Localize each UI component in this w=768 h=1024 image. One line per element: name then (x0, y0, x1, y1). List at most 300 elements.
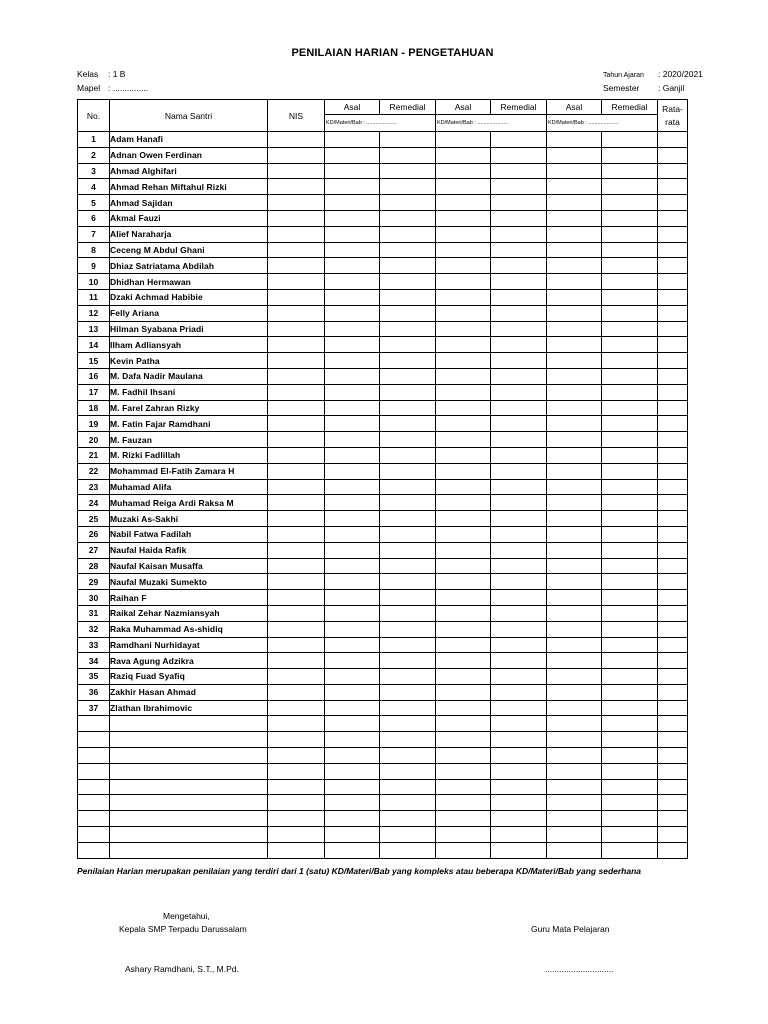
remedial-2-cell[interactable] (491, 716, 547, 732)
remedial-3-cell[interactable] (602, 463, 658, 479)
remedial-1-cell[interactable] (380, 542, 436, 558)
asal-3-cell[interactable] (547, 700, 602, 716)
remedial-2-cell[interactable] (491, 511, 547, 527)
asal-2-cell[interactable] (436, 337, 491, 353)
remedial-1-cell[interactable] (380, 811, 436, 827)
asal-1-cell[interactable] (325, 242, 380, 258)
asal-2-cell[interactable] (436, 637, 491, 653)
remedial-3-cell[interactable] (602, 811, 658, 827)
asal-3-cell[interactable] (547, 147, 602, 163)
asal-1-cell[interactable] (325, 479, 380, 495)
nis-cell[interactable] (268, 684, 325, 700)
rata-rata-cell[interactable] (658, 210, 688, 226)
nis-cell[interactable] (268, 147, 325, 163)
rata-rata-cell[interactable] (658, 258, 688, 274)
asal-2-cell[interactable] (436, 242, 491, 258)
rata-rata-cell[interactable] (658, 827, 688, 843)
asal-3-cell[interactable] (547, 590, 602, 606)
asal-1-cell[interactable] (325, 811, 380, 827)
asal-2-cell[interactable] (436, 368, 491, 384)
asal-3-cell[interactable] (547, 542, 602, 558)
remedial-3-cell[interactable] (602, 827, 658, 843)
nis-cell[interactable] (268, 590, 325, 606)
remedial-3-cell[interactable] (602, 653, 658, 669)
remedial-1-cell[interactable] (380, 447, 436, 463)
rata-rata-cell[interactable] (658, 795, 688, 811)
remedial-1-cell[interactable] (380, 132, 436, 148)
remedial-3-cell[interactable] (602, 526, 658, 542)
rata-rata-cell[interactable] (658, 289, 688, 305)
remedial-1-cell[interactable] (380, 669, 436, 685)
remedial-1-cell[interactable] (380, 479, 436, 495)
asal-3-cell[interactable] (547, 242, 602, 258)
rata-rata-cell[interactable] (658, 558, 688, 574)
rata-rata-cell[interactable] (658, 669, 688, 685)
remedial-1-cell[interactable] (380, 400, 436, 416)
asal-2-cell[interactable] (436, 132, 491, 148)
nis-cell[interactable] (268, 337, 325, 353)
asal-2-cell[interactable] (436, 289, 491, 305)
nis-cell[interactable] (268, 748, 325, 764)
remedial-3-cell[interactable] (602, 637, 658, 653)
asal-2-cell[interactable] (436, 479, 491, 495)
asal-3-cell[interactable] (547, 748, 602, 764)
remedial-2-cell[interactable] (491, 542, 547, 558)
remedial-3-cell[interactable] (602, 400, 658, 416)
asal-3-cell[interactable] (547, 605, 602, 621)
asal-3-cell[interactable] (547, 400, 602, 416)
remedial-1-cell[interactable] (380, 653, 436, 669)
asal-1-cell[interactable] (325, 842, 380, 858)
nis-cell[interactable] (268, 574, 325, 590)
nis-cell[interactable] (268, 195, 325, 211)
remedial-2-cell[interactable] (491, 732, 547, 748)
asal-3-cell[interactable] (547, 321, 602, 337)
rata-rata-cell[interactable] (658, 447, 688, 463)
nis-cell[interactable] (268, 558, 325, 574)
asal-1-cell[interactable] (325, 511, 380, 527)
remedial-2-cell[interactable] (491, 368, 547, 384)
rata-rata-cell[interactable] (658, 605, 688, 621)
asal-1-cell[interactable] (325, 700, 380, 716)
remedial-3-cell[interactable] (602, 195, 658, 211)
remedial-2-cell[interactable] (491, 590, 547, 606)
nis-cell[interactable] (268, 763, 325, 779)
remedial-2-cell[interactable] (491, 621, 547, 637)
asal-2-cell[interactable] (436, 353, 491, 369)
remedial-1-cell[interactable] (380, 432, 436, 448)
remedial-2-cell[interactable] (491, 748, 547, 764)
asal-1-cell[interactable] (325, 558, 380, 574)
remedial-3-cell[interactable] (602, 226, 658, 242)
remedial-2-cell[interactable] (491, 763, 547, 779)
remedial-2-cell[interactable] (491, 321, 547, 337)
remedial-2-cell[interactable] (491, 179, 547, 195)
rata-rata-cell[interactable] (658, 684, 688, 700)
asal-1-cell[interactable] (325, 621, 380, 637)
asal-3-cell[interactable] (547, 669, 602, 685)
asal-3-cell[interactable] (547, 526, 602, 542)
asal-3-cell[interactable] (547, 179, 602, 195)
asal-3-cell[interactable] (547, 289, 602, 305)
nis-cell[interactable] (268, 669, 325, 685)
asal-1-cell[interactable] (325, 605, 380, 621)
remedial-1-cell[interactable] (380, 495, 436, 511)
remedial-3-cell[interactable] (602, 763, 658, 779)
remedial-1-cell[interactable] (380, 827, 436, 843)
remedial-3-cell[interactable] (602, 321, 658, 337)
remedial-1-cell[interactable] (380, 147, 436, 163)
remedial-2-cell[interactable] (491, 795, 547, 811)
remedial-2-cell[interactable] (491, 242, 547, 258)
nis-cell[interactable] (268, 621, 325, 637)
asal-3-cell[interactable] (547, 432, 602, 448)
asal-1-cell[interactable] (325, 684, 380, 700)
remedial-1-cell[interactable] (380, 748, 436, 764)
remedial-1-cell[interactable] (380, 195, 436, 211)
remedial-2-cell[interactable] (491, 353, 547, 369)
asal-2-cell[interactable] (436, 416, 491, 432)
asal-2-cell[interactable] (436, 558, 491, 574)
nis-cell[interactable] (268, 811, 325, 827)
remedial-2-cell[interactable] (491, 811, 547, 827)
remedial-1-cell[interactable] (380, 353, 436, 369)
nis-cell[interactable] (268, 716, 325, 732)
remedial-1-cell[interactable] (380, 368, 436, 384)
remedial-1-cell[interactable] (380, 416, 436, 432)
asal-3-cell[interactable] (547, 416, 602, 432)
asal-3-cell[interactable] (547, 226, 602, 242)
asal-2-cell[interactable] (436, 274, 491, 290)
nis-cell[interactable] (268, 321, 325, 337)
remedial-2-cell[interactable] (491, 274, 547, 290)
asal-3-cell[interactable] (547, 842, 602, 858)
asal-1-cell[interactable] (325, 795, 380, 811)
rata-rata-cell[interactable] (658, 242, 688, 258)
remedial-3-cell[interactable] (602, 669, 658, 685)
rata-rata-cell[interactable] (658, 147, 688, 163)
remedial-3-cell[interactable] (602, 258, 658, 274)
nis-cell[interactable] (268, 526, 325, 542)
asal-1-cell[interactable] (325, 732, 380, 748)
nis-cell[interactable] (268, 368, 325, 384)
asal-2-cell[interactable] (436, 258, 491, 274)
asal-3-cell[interactable] (547, 684, 602, 700)
remedial-3-cell[interactable] (602, 621, 658, 637)
asal-2-cell[interactable] (436, 321, 491, 337)
remedial-3-cell[interactable] (602, 305, 658, 321)
remedial-2-cell[interactable] (491, 337, 547, 353)
asal-2-cell[interactable] (436, 700, 491, 716)
remedial-2-cell[interactable] (491, 842, 547, 858)
rata-rata-cell[interactable] (658, 542, 688, 558)
asal-3-cell[interactable] (547, 827, 602, 843)
asal-1-cell[interactable] (325, 416, 380, 432)
nis-cell[interactable] (268, 353, 325, 369)
rata-rata-cell[interactable] (658, 463, 688, 479)
nis-cell[interactable] (268, 542, 325, 558)
remedial-3-cell[interactable] (602, 432, 658, 448)
asal-1-cell[interactable] (325, 763, 380, 779)
remedial-3-cell[interactable] (602, 147, 658, 163)
remedial-3-cell[interactable] (602, 605, 658, 621)
remedial-1-cell[interactable] (380, 305, 436, 321)
asal-3-cell[interactable] (547, 305, 602, 321)
rata-rata-cell[interactable] (658, 621, 688, 637)
remedial-3-cell[interactable] (602, 542, 658, 558)
remedial-1-cell[interactable] (380, 511, 436, 527)
asal-2-cell[interactable] (436, 400, 491, 416)
remedial-3-cell[interactable] (602, 368, 658, 384)
asal-1-cell[interactable] (325, 147, 380, 163)
asal-1-cell[interactable] (325, 258, 380, 274)
nis-cell[interactable] (268, 795, 325, 811)
remedial-3-cell[interactable] (602, 795, 658, 811)
asal-2-cell[interactable] (436, 526, 491, 542)
remedial-2-cell[interactable] (491, 432, 547, 448)
asal-1-cell[interactable] (325, 368, 380, 384)
asal-3-cell[interactable] (547, 353, 602, 369)
asal-3-cell[interactable] (547, 637, 602, 653)
asal-3-cell[interactable] (547, 258, 602, 274)
remedial-2-cell[interactable] (491, 495, 547, 511)
remedial-1-cell[interactable] (380, 274, 436, 290)
remedial-2-cell[interactable] (491, 779, 547, 795)
asal-2-cell[interactable] (436, 495, 491, 511)
remedial-3-cell[interactable] (602, 210, 658, 226)
asal-2-cell[interactable] (436, 226, 491, 242)
asal-3-cell[interactable] (547, 795, 602, 811)
nis-cell[interactable] (268, 827, 325, 843)
rata-rata-cell[interactable] (658, 732, 688, 748)
rata-rata-cell[interactable] (658, 179, 688, 195)
rata-rata-cell[interactable] (658, 353, 688, 369)
asal-2-cell[interactable] (436, 732, 491, 748)
asal-3-cell[interactable] (547, 479, 602, 495)
asal-2-cell[interactable] (436, 716, 491, 732)
rata-rata-cell[interactable] (658, 511, 688, 527)
remedial-2-cell[interactable] (491, 574, 547, 590)
nis-cell[interactable] (268, 416, 325, 432)
asal-3-cell[interactable] (547, 337, 602, 353)
remedial-2-cell[interactable] (491, 163, 547, 179)
asal-1-cell[interactable] (325, 274, 380, 290)
asal-2-cell[interactable] (436, 842, 491, 858)
remedial-1-cell[interactable] (380, 210, 436, 226)
remedial-1-cell[interactable] (380, 337, 436, 353)
asal-1-cell[interactable] (325, 637, 380, 653)
rata-rata-cell[interactable] (658, 495, 688, 511)
asal-3-cell[interactable] (547, 763, 602, 779)
remedial-1-cell[interactable] (380, 716, 436, 732)
nis-cell[interactable] (268, 274, 325, 290)
remedial-3-cell[interactable] (602, 748, 658, 764)
remedial-2-cell[interactable] (491, 210, 547, 226)
rata-rata-cell[interactable] (658, 637, 688, 653)
asal-2-cell[interactable] (436, 432, 491, 448)
asal-3-cell[interactable] (547, 621, 602, 637)
remedial-1-cell[interactable] (380, 621, 436, 637)
nis-cell[interactable] (268, 305, 325, 321)
asal-2-cell[interactable] (436, 795, 491, 811)
rata-rata-cell[interactable] (658, 779, 688, 795)
asal-3-cell[interactable] (547, 163, 602, 179)
asal-2-cell[interactable] (436, 305, 491, 321)
nis-cell[interactable] (268, 700, 325, 716)
asal-2-cell[interactable] (436, 147, 491, 163)
remedial-2-cell[interactable] (491, 147, 547, 163)
asal-3-cell[interactable] (547, 558, 602, 574)
asal-3-cell[interactable] (547, 732, 602, 748)
asal-1-cell[interactable] (325, 542, 380, 558)
asal-2-cell[interactable] (436, 669, 491, 685)
asal-1-cell[interactable] (325, 779, 380, 795)
remedial-1-cell[interactable] (380, 258, 436, 274)
rata-rata-cell[interactable] (658, 226, 688, 242)
nis-cell[interactable] (268, 732, 325, 748)
remedial-2-cell[interactable] (491, 637, 547, 653)
asal-1-cell[interactable] (325, 574, 380, 590)
rata-rata-cell[interactable] (658, 763, 688, 779)
asal-2-cell[interactable] (436, 605, 491, 621)
asal-3-cell[interactable] (547, 210, 602, 226)
remedial-3-cell[interactable] (602, 842, 658, 858)
asal-1-cell[interactable] (325, 226, 380, 242)
asal-3-cell[interactable] (547, 511, 602, 527)
remedial-1-cell[interactable] (380, 242, 436, 258)
asal-1-cell[interactable] (325, 163, 380, 179)
remedial-3-cell[interactable] (602, 779, 658, 795)
asal-3-cell[interactable] (547, 574, 602, 590)
remedial-2-cell[interactable] (491, 479, 547, 495)
remedial-3-cell[interactable] (602, 447, 658, 463)
nis-cell[interactable] (268, 463, 325, 479)
asal-3-cell[interactable] (547, 653, 602, 669)
remedial-2-cell[interactable] (491, 669, 547, 685)
rata-rata-cell[interactable] (658, 337, 688, 353)
remedial-2-cell[interactable] (491, 258, 547, 274)
nis-cell[interactable] (268, 447, 325, 463)
remedial-2-cell[interactable] (491, 132, 547, 148)
remedial-1-cell[interactable] (380, 637, 436, 653)
asal-1-cell[interactable] (325, 384, 380, 400)
remedial-1-cell[interactable] (380, 795, 436, 811)
nis-cell[interactable] (268, 384, 325, 400)
remedial-2-cell[interactable] (491, 226, 547, 242)
nis-cell[interactable] (268, 226, 325, 242)
remedial-1-cell[interactable] (380, 558, 436, 574)
asal-1-cell[interactable] (325, 132, 380, 148)
asal-1-cell[interactable] (325, 716, 380, 732)
asal-3-cell[interactable] (547, 495, 602, 511)
rata-rata-cell[interactable] (658, 321, 688, 337)
asal-1-cell[interactable] (325, 526, 380, 542)
remedial-1-cell[interactable] (380, 289, 436, 305)
remedial-3-cell[interactable] (602, 684, 658, 700)
remedial-3-cell[interactable] (602, 732, 658, 748)
rata-rata-cell[interactable] (658, 163, 688, 179)
remedial-1-cell[interactable] (380, 590, 436, 606)
remedial-1-cell[interactable] (380, 779, 436, 795)
rata-rata-cell[interactable] (658, 400, 688, 416)
remedial-1-cell[interactable] (380, 763, 436, 779)
asal-2-cell[interactable] (436, 163, 491, 179)
remedial-1-cell[interactable] (380, 605, 436, 621)
remedial-3-cell[interactable] (602, 700, 658, 716)
asal-3-cell[interactable] (547, 384, 602, 400)
remedial-2-cell[interactable] (491, 605, 547, 621)
remedial-3-cell[interactable] (602, 716, 658, 732)
asal-2-cell[interactable] (436, 195, 491, 211)
asal-2-cell[interactable] (436, 811, 491, 827)
rata-rata-cell[interactable] (658, 526, 688, 542)
rata-rata-cell[interactable] (658, 574, 688, 590)
asal-1-cell[interactable] (325, 195, 380, 211)
rata-rata-cell[interactable] (658, 274, 688, 290)
asal-1-cell[interactable] (325, 447, 380, 463)
nis-cell[interactable] (268, 163, 325, 179)
asal-3-cell[interactable] (547, 132, 602, 148)
remedial-2-cell[interactable] (491, 289, 547, 305)
rata-rata-cell[interactable] (658, 590, 688, 606)
remedial-3-cell[interactable] (602, 289, 658, 305)
nis-cell[interactable] (268, 653, 325, 669)
remedial-1-cell[interactable] (380, 321, 436, 337)
asal-2-cell[interactable] (436, 179, 491, 195)
remedial-3-cell[interactable] (602, 163, 658, 179)
remedial-2-cell[interactable] (491, 684, 547, 700)
remedial-2-cell[interactable] (491, 195, 547, 211)
nis-cell[interactable] (268, 432, 325, 448)
nis-cell[interactable] (268, 132, 325, 148)
nis-cell[interactable] (268, 258, 325, 274)
remedial-3-cell[interactable] (602, 511, 658, 527)
asal-1-cell[interactable] (325, 669, 380, 685)
asal-1-cell[interactable] (325, 653, 380, 669)
asal-1-cell[interactable] (325, 827, 380, 843)
rata-rata-cell[interactable] (658, 748, 688, 764)
nis-cell[interactable] (268, 842, 325, 858)
asal-1-cell[interactable] (325, 400, 380, 416)
remedial-1-cell[interactable] (380, 179, 436, 195)
remedial-3-cell[interactable] (602, 590, 658, 606)
remedial-3-cell[interactable] (602, 479, 658, 495)
remedial-2-cell[interactable] (491, 305, 547, 321)
remedial-2-cell[interactable] (491, 653, 547, 669)
remedial-2-cell[interactable] (491, 526, 547, 542)
rata-rata-cell[interactable] (658, 842, 688, 858)
asal-1-cell[interactable] (325, 321, 380, 337)
remedial-2-cell[interactable] (491, 700, 547, 716)
asal-2-cell[interactable] (436, 590, 491, 606)
remedial-3-cell[interactable] (602, 353, 658, 369)
asal-2-cell[interactable] (436, 384, 491, 400)
nis-cell[interactable] (268, 289, 325, 305)
asal-3-cell[interactable] (547, 274, 602, 290)
asal-1-cell[interactable] (325, 432, 380, 448)
asal-1-cell[interactable] (325, 179, 380, 195)
nis-cell[interactable] (268, 511, 325, 527)
asal-1-cell[interactable] (325, 353, 380, 369)
nis-cell[interactable] (268, 479, 325, 495)
asal-3-cell[interactable] (547, 716, 602, 732)
asal-1-cell[interactable] (325, 210, 380, 226)
asal-1-cell[interactable] (325, 337, 380, 353)
remedial-1-cell[interactable] (380, 163, 436, 179)
remedial-1-cell[interactable] (380, 463, 436, 479)
nis-cell[interactable] (268, 179, 325, 195)
rata-rata-cell[interactable] (658, 811, 688, 827)
